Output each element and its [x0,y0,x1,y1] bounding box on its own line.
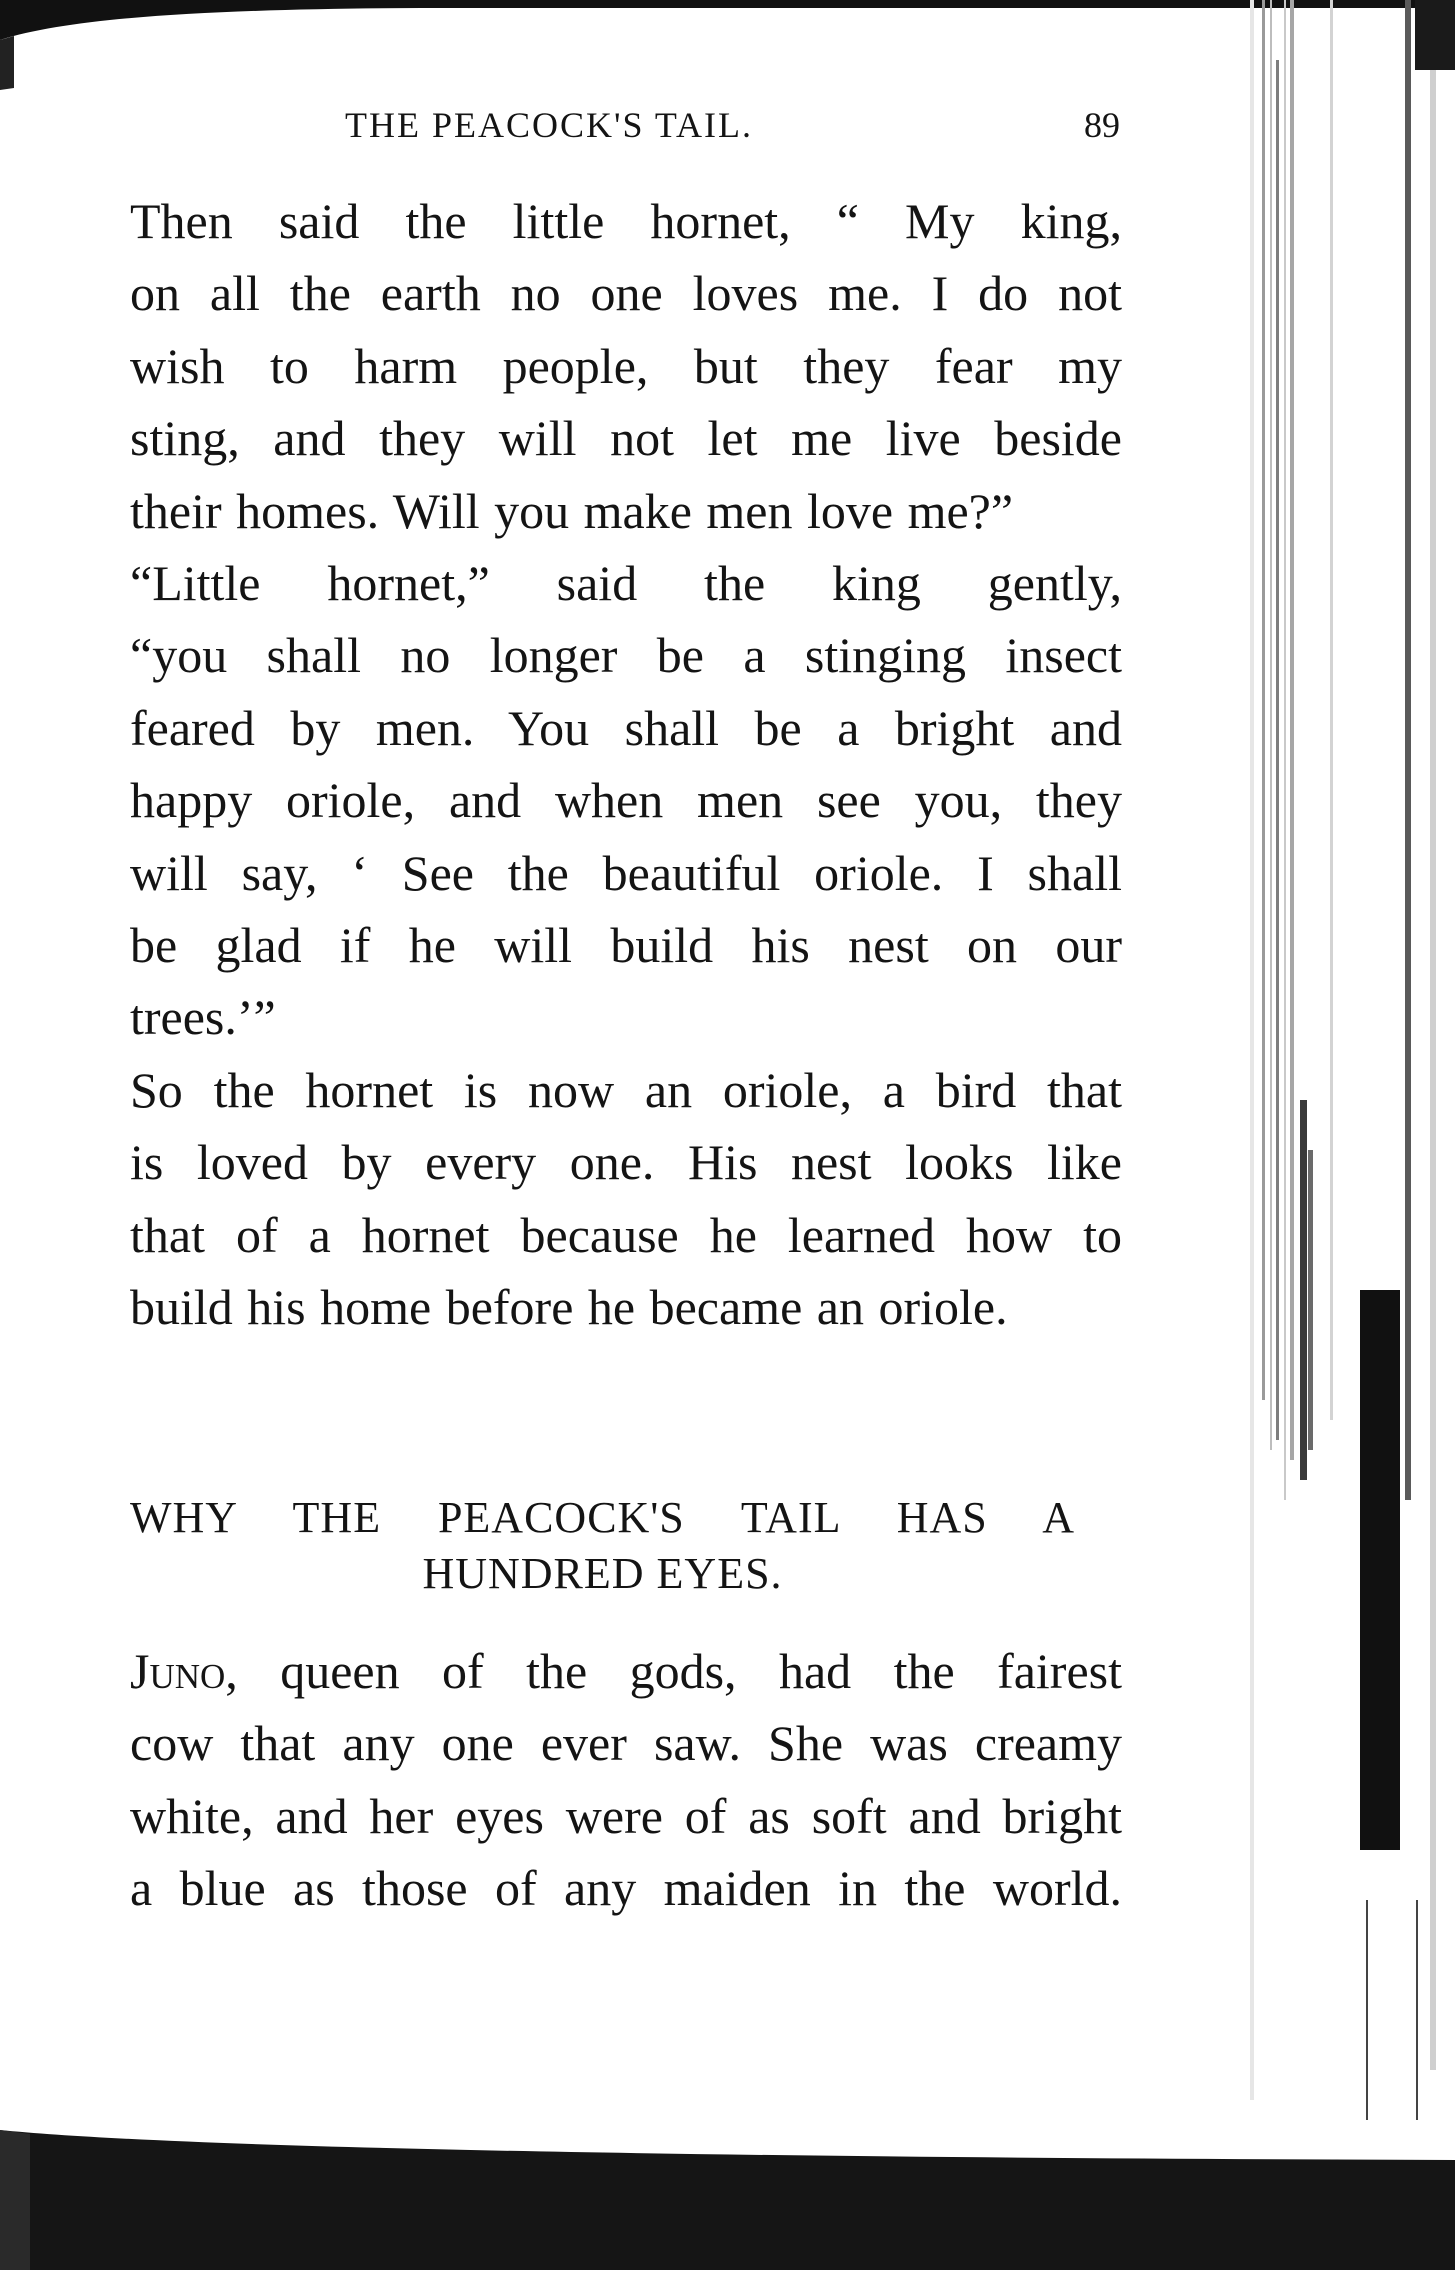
page-number: 89 [1084,105,1120,145]
text-line: is loved by every one. His nest looks like [130,1134,1122,1191]
text-line: cow that any one ever saw. She was creamy [130,1715,1122,1772]
text-line [80,1635,1122,1707]
scan-top-edge [0,0,1455,90]
text-line: sting, and they will not let me live beside [130,410,1122,467]
text-line: wish to harm people, but they fear my [130,337,1122,394]
text-line: happy oriole, and when men see you, they [130,772,1122,829]
text-line: Then said the little hornet, “ My king, [130,193,1122,249]
scan-spine-edge [1240,0,1455,2270]
text-line: their homes. Will you make men love me?” [130,482,1014,539]
section-paragraph [80,1635,1122,1925]
text-line: “you shall no longer be a stinging insect [130,627,1122,684]
running-title: THE PEACOCK'S TAIL. [345,105,753,145]
section-body [80,1635,1122,1925]
scan-bottom-edge [0,2130,1455,2270]
text-line: a blue as those of any maiden in the world. [130,1860,1122,1917]
text-line-rest: , queen of the gods, had the fairest [225,1643,1122,1699]
section-heading [130,1490,1075,1602]
text-line: So the hornet is now an oriole, a bird that [130,1061,1122,1118]
section-heading-line-1: WHY THE PEACOCK'S TAIL HAS A [130,1493,1075,1542]
text-line: on all the earth no one loves me. I do not [130,265,1122,322]
drop-word: Juno [130,1643,226,1699]
section-heading-line-2: HUNDRED EYES. [422,1549,783,1598]
text-line: will say, ‘ See the beautiful oriole. I shall [130,844,1122,901]
text-line: “Little hornet,” said the king gently, [130,555,1122,612]
text-line: white, and her eyes were of as soft and bright [130,1787,1122,1844]
text-line: be glad if he will build his nest on our [130,917,1122,974]
text-line: feared by men. You shall be a bright and [130,699,1122,756]
text-line: that of a hornet because he learned how to [130,1206,1122,1263]
paragraph-2 [80,547,1122,1054]
running-head [130,100,1120,150]
text-line: build his home before he became an oriole. [130,1279,1008,1336]
paragraph-1 [80,185,1122,547]
paragraph-3 [80,1054,1122,1344]
body-text [80,185,1122,1344]
text-line: trees.’” [130,989,276,1046]
